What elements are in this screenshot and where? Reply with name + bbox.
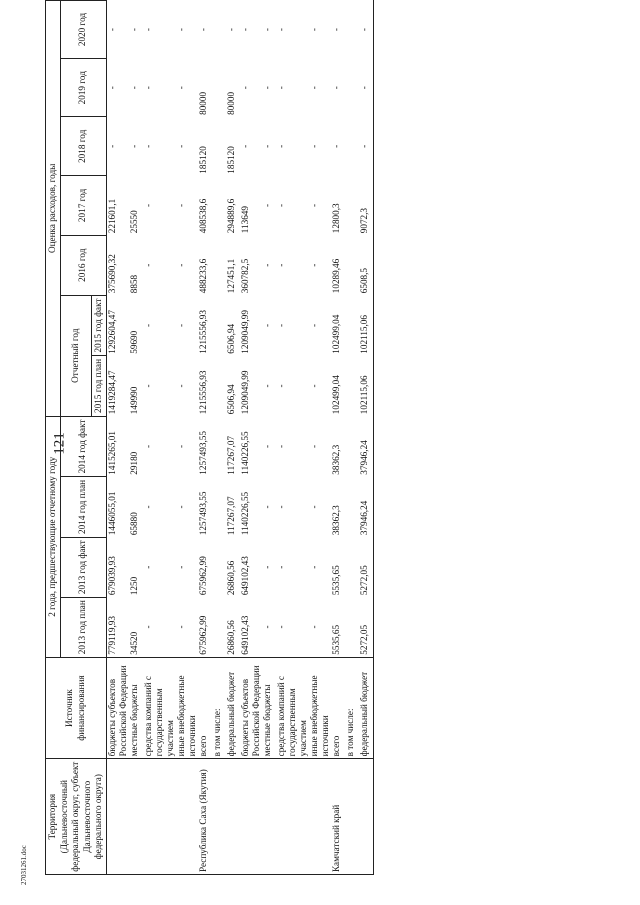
header-col: 2014 год факт	[60, 416, 106, 476]
value-cell: -	[359, 59, 374, 117]
header-col: 2017 год	[60, 176, 106, 236]
value-cell	[345, 597, 359, 657]
value-cell: 5535,65	[330, 565, 341, 596]
value-cell: -	[239, 144, 250, 148]
value-cell: 59690	[128, 330, 139, 354]
header-col: 2013 год план	[60, 597, 106, 657]
value-cell	[212, 537, 226, 597]
value-cell: -	[275, 28, 286, 32]
value-cell: 649102,43	[239, 615, 250, 655]
value-cell	[212, 295, 226, 355]
value-cell: -	[359, 1, 374, 59]
territory-cell	[309, 759, 331, 875]
value-cell	[212, 477, 226, 537]
value-cell: -	[308, 444, 319, 448]
header-estimate: Оценка расходов, годы	[46, 1, 61, 417]
value-cell: -	[142, 203, 153, 207]
value-cell: -	[225, 28, 236, 32]
value-cell: -	[308, 86, 319, 90]
source-cell: средства компаний с государственным участием	[276, 657, 309, 759]
value-cell: 679039,93	[106, 556, 117, 596]
value-cell: -	[261, 86, 272, 90]
source-cell: всего	[331, 657, 345, 759]
value-cell: 6508,5	[359, 235, 374, 295]
table-row	[331, 1, 345, 875]
value-cell: -	[175, 444, 186, 448]
value-cell: -	[275, 263, 286, 267]
source-cell: федеральный бюджет	[226, 657, 240, 759]
table-row	[106, 1, 129, 875]
value-cell: -	[239, 28, 250, 32]
value-cell: 5535,65	[330, 624, 341, 655]
value-cell: 102499,04	[330, 375, 341, 415]
header-report-year: Отчетный год	[60, 295, 92, 416]
value-cell: 1292604,47	[106, 310, 117, 354]
value-cell	[345, 176, 359, 236]
value-cell: -	[330, 28, 341, 32]
value-cell: -	[308, 565, 319, 569]
table-row	[129, 1, 143, 875]
value-cell: 80000	[197, 91, 208, 115]
value-cell: -	[142, 323, 153, 328]
header-col: 2018 год	[60, 117, 106, 176]
value-cell: -	[308, 384, 319, 388]
value-cell: 9072,3	[359, 176, 374, 236]
value-cell: 12800,3	[330, 203, 341, 234]
value-cell: -	[142, 263, 153, 267]
value-cell: 408538,6	[197, 198, 208, 234]
source-cell: бюджеты субъектов Российской Федерации	[240, 657, 262, 759]
value-cell: 6506,94	[225, 384, 236, 415]
value-cell: 8858	[128, 274, 139, 294]
value-cell: 649102,43	[239, 556, 250, 596]
territory-cell	[143, 759, 176, 875]
value-cell: 38362,3	[330, 444, 341, 475]
value-cell: 80000	[225, 91, 236, 115]
value-cell: 1140226,55	[239, 491, 250, 536]
value-cell: 1257493,55	[197, 491, 208, 536]
value-cell: 185120	[225, 146, 236, 174]
territory-cell: Республика Саха (Якутия)	[198, 759, 212, 875]
header-col: 2013 год факт	[60, 537, 106, 597]
source-cell: в том числе:	[345, 657, 359, 759]
value-cell: 221601,1	[106, 198, 117, 234]
value-cell	[212, 117, 226, 176]
value-cell: 102115,06	[359, 295, 374, 355]
value-cell	[212, 59, 226, 117]
value-cell: -	[175, 86, 186, 90]
value-cell: -	[142, 565, 153, 569]
value-cell: -	[175, 263, 186, 267]
value-cell	[345, 59, 359, 117]
value-cell: 675962,99	[197, 556, 208, 596]
value-cell: 1140226,55	[239, 431, 250, 475]
value-cell: -	[175, 203, 186, 207]
table-row	[212, 1, 226, 875]
table-row	[359, 1, 374, 875]
value-cell: 779119,93	[106, 616, 117, 655]
value-cell: -	[261, 384, 272, 388]
value-cell: -	[142, 444, 153, 448]
value-cell: 149990	[128, 386, 139, 415]
value-cell: 1209049,99	[239, 370, 250, 415]
value-cell: -	[175, 505, 186, 509]
value-cell: -	[142, 86, 153, 90]
value-cell: 38362,3	[330, 505, 341, 536]
header-col: 2015 год план	[92, 356, 107, 416]
value-cell	[345, 477, 359, 537]
source-cell: всего	[198, 657, 212, 759]
value-cell: -	[359, 117, 374, 176]
value-cell	[345, 295, 359, 355]
header-col: 2015 год факт	[92, 295, 107, 355]
value-cell: 5272,05	[359, 597, 374, 657]
value-cell	[345, 235, 359, 295]
value-cell: -	[261, 28, 272, 32]
value-cell: -	[275, 144, 286, 148]
value-cell: 113649	[239, 206, 250, 234]
value-cell: -	[175, 28, 186, 32]
territory-cell	[176, 759, 198, 875]
value-cell: 675962,99	[197, 615, 208, 655]
table-row	[240, 1, 262, 875]
value-cell: 34520	[128, 631, 139, 655]
value-cell: -	[275, 505, 286, 509]
source-cell: федеральный бюджет	[359, 657, 374, 759]
value-cell: 37946,24	[359, 477, 374, 537]
table-header	[46, 1, 107, 875]
value-cell: -	[175, 323, 186, 328]
value-cell: 1215556,93	[197, 310, 208, 354]
value-cell: -	[175, 565, 186, 569]
value-cell	[212, 597, 226, 657]
table-row	[143, 1, 176, 875]
header-col: 2019 год	[60, 59, 106, 117]
header-col: 2016 год	[60, 235, 106, 295]
value-cell: -	[261, 203, 272, 207]
territory-cell	[212, 759, 226, 875]
value-cell: -	[308, 263, 319, 267]
value-cell: -	[142, 505, 153, 509]
value-cell: -	[275, 625, 286, 629]
value-cell: -	[175, 144, 186, 148]
territory-cell	[226, 759, 240, 875]
value-cell: 185120	[197, 146, 208, 174]
value-cell: -	[261, 323, 272, 328]
value-cell: 1257493,55	[197, 431, 208, 475]
table-row	[309, 1, 331, 875]
value-cell: -	[275, 203, 286, 207]
value-cell: -	[106, 28, 117, 32]
value-cell: -	[142, 28, 153, 32]
value-cell	[345, 1, 359, 59]
table-body	[106, 1, 373, 875]
territory-cell	[262, 759, 276, 875]
value-cell: -	[308, 625, 319, 629]
value-cell: -	[261, 144, 272, 148]
table-row	[226, 1, 240, 875]
territory-cell	[345, 759, 359, 875]
footer-document-reference: 27031261.doc	[20, 845, 28, 885]
value-cell: -	[142, 144, 153, 148]
value-cell: -	[275, 444, 286, 448]
value-cell: 294889,6	[225, 198, 236, 234]
value-cell: -	[261, 565, 272, 569]
value-cell: -	[308, 323, 319, 328]
value-cell: -	[275, 384, 286, 388]
value-cell: -	[175, 625, 186, 629]
value-cell: 6506,94	[225, 323, 236, 354]
value-cell: -	[275, 323, 286, 328]
value-cell	[345, 416, 359, 476]
value-cell: -	[197, 28, 208, 32]
value-cell: -	[330, 144, 341, 148]
territory-cell	[359, 759, 374, 875]
value-cell: 1250	[128, 576, 139, 596]
value-cell: -	[308, 28, 319, 32]
value-cell: 488233,6	[197, 258, 208, 294]
source-cell: средства компаний с государственным участием	[143, 657, 176, 759]
value-cell: 26860,56	[225, 620, 236, 655]
value-cell: -	[275, 86, 286, 90]
table-row	[176, 1, 198, 875]
value-cell: -	[308, 203, 319, 207]
territory-cell	[106, 759, 129, 875]
value-cell: -	[308, 505, 319, 509]
value-cell: 5272,05	[359, 537, 374, 597]
value-cell: -	[128, 86, 139, 90]
value-cell	[212, 1, 226, 59]
source-cell: бюджеты субъектов Российской Федерации	[106, 657, 129, 759]
value-cell	[345, 117, 359, 176]
value-cell: 117267,07	[225, 435, 236, 475]
value-cell	[212, 235, 226, 295]
value-cell: 1446055,01	[106, 491, 117, 536]
value-cell: 1415265,01	[106, 431, 117, 475]
value-cell	[345, 537, 359, 597]
territory-cell	[129, 759, 143, 875]
value-cell: -	[261, 444, 272, 448]
territory-cell	[240, 759, 262, 875]
header-col: 2014 год план	[60, 477, 106, 537]
header-territory: Территория (Дальневосточный федеральный округ, субъект Дальневосточного федерального округа)	[46, 759, 107, 875]
source-cell: местные бюджеты	[262, 657, 276, 759]
value-cell: -	[261, 625, 272, 629]
value-cell	[212, 356, 226, 416]
value-cell: 1209049,99	[239, 310, 250, 354]
value-cell: -	[106, 144, 117, 148]
value-cell: -	[275, 565, 286, 569]
table-row	[262, 1, 276, 875]
value-cell: -	[128, 144, 139, 148]
value-cell: 127451,1	[225, 258, 236, 294]
value-cell	[345, 356, 359, 416]
value-cell: -	[175, 384, 186, 388]
value-cell: 26860,56	[225, 560, 236, 596]
value-cell: 1215556,93	[197, 370, 208, 415]
value-cell: 1419284,47	[106, 370, 117, 415]
source-cell: в том числе:	[212, 657, 226, 759]
value-cell: 102499,04	[330, 314, 341, 354]
value-cell: 117267,07	[225, 496, 236, 536]
value-cell: -	[142, 625, 153, 629]
value-cell: 37946,24	[359, 416, 374, 476]
table-row	[345, 1, 359, 875]
header-source: Источник финансирования	[46, 657, 107, 759]
value-cell: -	[106, 86, 117, 90]
value-cell: 65880	[128, 512, 139, 536]
territory-cell	[276, 759, 309, 875]
source-cell: местные бюджеты	[129, 657, 143, 759]
value-cell: -	[308, 144, 319, 148]
source-cell: иные внебюджетные источники	[176, 657, 198, 759]
value-cell: 360782,5	[239, 258, 250, 294]
header-prior-years: 2 года, предшествующие отчетному году	[46, 416, 61, 657]
value-cell: 102115,06	[359, 356, 374, 416]
value-cell: 29180	[128, 451, 139, 475]
table-row	[198, 1, 212, 875]
value-cell: 25550	[128, 210, 139, 234]
value-cell: -	[261, 263, 272, 267]
value-cell	[212, 176, 226, 236]
value-cell: -	[330, 86, 341, 90]
value-cell: -	[239, 86, 250, 90]
table-row	[276, 1, 309, 875]
value-cell: -	[128, 28, 139, 32]
page-number: 121	[51, 432, 68, 455]
territory-cell: Камчатский край	[331, 759, 345, 875]
source-cell: иные внебюджетные источники	[309, 657, 331, 759]
value-cell: -	[261, 505, 272, 509]
value-cell: 375690,32	[106, 254, 117, 294]
budget-table	[45, 0, 374, 875]
value-cell: -	[142, 384, 153, 388]
value-cell	[212, 416, 226, 476]
header-col: 2020 год	[60, 1, 106, 59]
value-cell: 10289,46	[330, 258, 341, 294]
